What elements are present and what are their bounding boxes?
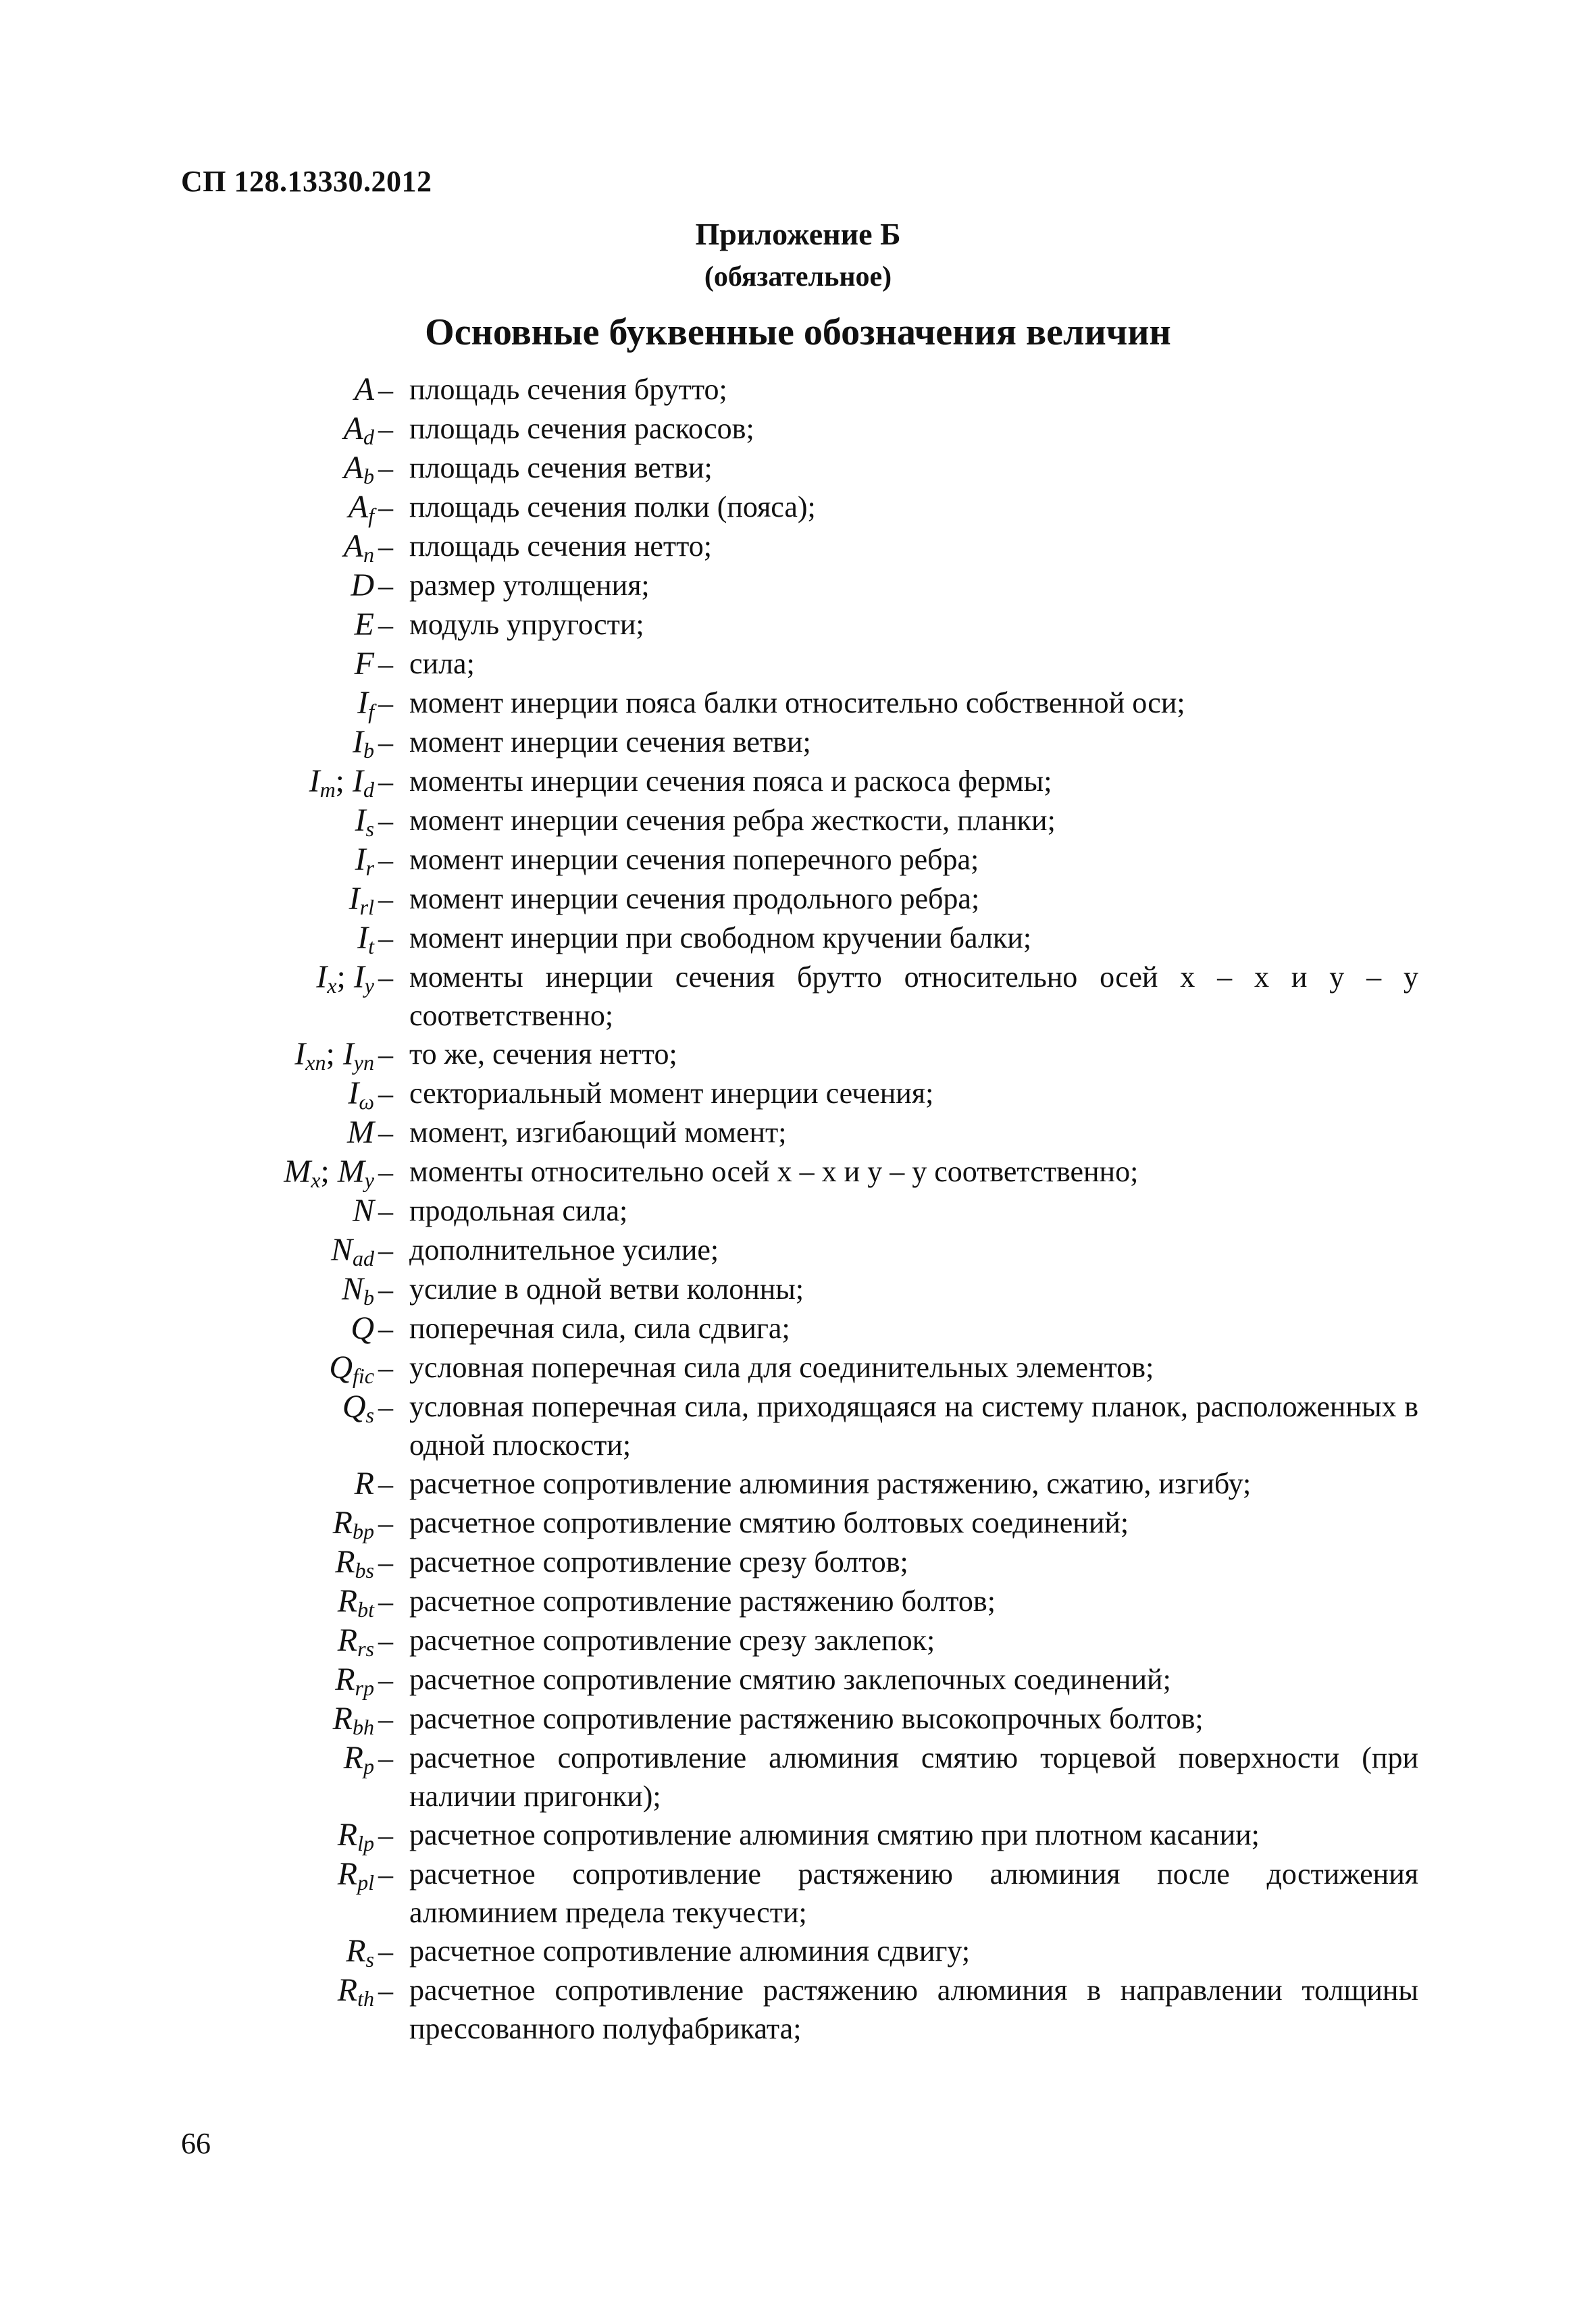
symbol-subscript: b [363,1285,374,1310]
symbol-description: расчетное сопротивление растяжению алюминия после достижения алюминием предела текучести; [409,1857,1418,1929]
symbol-separator: ; [336,959,354,995]
symbol-notation [203,1660,393,1699]
symbol-dash: – [378,1468,393,1501]
symbol-base: M [337,1154,365,1189]
symbol-row [203,370,1418,409]
symbol-subscript: d [363,777,374,802]
symbol-subscript: pl [357,1870,374,1895]
symbol-notation [203,644,393,684]
symbol-row [203,488,1418,527]
symbol-notation [203,1699,393,1739]
symbol-subscript: s [365,1403,374,1427]
symbol-dash: – [378,726,393,759]
symbol-notation [203,1739,393,1778]
symbol-notation [203,1113,393,1152]
symbol-row [203,1855,1418,1932]
symbol-subscript: t [368,934,374,958]
symbol-notation [203,1309,393,1348]
symbol-description: моменты инерции сечения пояса и раскоса фермы; [409,765,1052,798]
symbol-base: I [353,763,363,799]
symbol-description: момент инерции сечения ребра жесткости, планки; [409,804,1056,837]
symbol-notation [203,1387,393,1426]
symbol-notation [203,1270,393,1309]
symbol-base: I [342,1036,354,1072]
symbol-subscript: ad [353,1246,374,1270]
symbol-subscript: x [311,1168,321,1192]
symbol-notation [203,1582,393,1621]
symbol-dash: – [378,1858,393,1891]
symbol-description: момент, изгибающий момент; [409,1116,787,1149]
symbol-base: R [346,1933,366,1969]
symbol-description: продольная сила; [409,1194,628,1227]
symbol-base: I [353,959,365,995]
symbol-notation [203,1855,393,1894]
symbol-base: R [337,1856,358,1892]
symbol-subscript: bt [357,1597,374,1622]
symbol-description: расчетное сопротивление растяжению высокопрочных болтов; [409,1702,1204,1735]
symbol-notation [203,1932,393,1971]
symbol-base: A [343,450,363,486]
symbol-notation [203,448,393,488]
symbol-description: условная поперечная сила для соединительных элементов; [409,1351,1154,1384]
symbol-row [203,1739,1418,1816]
symbol-row [203,801,1418,840]
symbol-subscript: bh [353,1715,374,1739]
symbol-base: R [337,1622,358,1658]
symbol-subscript: x [327,973,337,998]
symbol-dash: – [378,609,393,642]
symbol-notation [203,801,393,840]
symbol-row [203,1113,1418,1152]
symbol-subscript: fic [353,1364,374,1388]
symbol-row [203,684,1418,723]
symbol-base: R [343,1740,363,1776]
symbol-dash: – [378,1507,393,1540]
symbol-base: D [351,567,374,603]
symbol-row [203,409,1418,448]
symbol-subscript: m [319,777,336,802]
symbol-base: Q [351,1310,374,1346]
symbol-row [203,958,1418,1035]
symbol-description: модуль упругости; [409,608,644,641]
symbol-subscript: y [364,973,374,998]
symbol-subscript: n [363,542,374,567]
symbol-description: моменты инерции сечения брутто относительно осей x – x и y – y соответственно; [409,960,1418,1032]
symbol-row [203,840,1418,879]
symbol-dash: – [378,1546,393,1579]
symbol-row [203,448,1418,488]
symbol-notation [203,762,393,801]
symbol-description: момент инерции пояса балки относительно собственной оси; [409,686,1185,719]
symbol-subscript: th [357,1986,374,2011]
symbol-dash: – [378,844,393,877]
symbol-dash: – [378,648,393,681]
page-number: 66 [181,2127,211,2160]
symbol-description: площадь сечения ветви; [409,451,713,484]
symbol-description: моменты относительно осей x – x и y – y соответственно; [409,1155,1139,1188]
symbol-subscript: f [368,699,374,723]
symbol-dash: – [378,922,393,955]
symbol-notation [203,566,393,605]
symbol-dash: – [378,1077,393,1110]
symbol-notation [203,879,393,919]
symbol-base: M [347,1114,374,1150]
symbol-base: N [352,1193,374,1229]
symbol-row [203,644,1418,684]
symbol-subscript: r [365,856,374,880]
symbol-subscript: d [363,425,374,449]
symbol-separator: ; [326,1036,343,1072]
symbol-notation [203,840,393,879]
symbol-notation [203,1621,393,1660]
symbol-row [203,1660,1418,1699]
symbol-row [203,1191,1418,1231]
symbol-base: I [294,1036,306,1072]
symbol-base: R [337,1583,358,1619]
symbol-description: расчетное сопротивление растяжению алюминия в направлении толщины прессованного полуфабриката; [409,1974,1418,2045]
symbol-dash: – [378,452,393,485]
symbol-description: то же, сечения нетто; [409,1037,677,1071]
symbol-base: R [354,1466,374,1501]
symbol-dash: – [378,1935,393,1968]
symbol-notation [203,919,393,958]
symbol-notation [203,409,393,448]
symbol-subscript: f [368,503,374,528]
symbol-base: I [353,724,363,760]
symbol-base: R [332,1701,353,1737]
annex-title: Приложение Б [695,217,901,251]
symbol-description: момент инерции сечения продольного ребра; [409,882,980,915]
symbol-row [203,1152,1418,1191]
symbol-notation [203,370,393,409]
symbol-dash: – [378,1234,393,1267]
symbol-base: Q [329,1349,353,1385]
symbol-base: I [309,763,320,799]
symbol-base: I [349,881,360,917]
symbol-base: N [330,1232,353,1268]
symbol-dash: – [378,1195,393,1228]
symbol-base: R [337,1817,358,1853]
symbol-notation [203,1464,393,1503]
symbol-description: расчетное сопротивление срезу заклепок; [409,1624,935,1657]
symbol-subscript: lp [357,1831,374,1855]
symbol-base: I [316,959,328,995]
symbol-dash: – [378,491,393,524]
symbol-row [203,1231,1418,1270]
symbol-dash: – [378,687,393,720]
symbol-row [203,1503,1418,1543]
symbol-description: площадь сечения нетто; [409,530,713,563]
symbol-base: N [341,1271,363,1307]
symbol-notation [203,488,393,527]
symbol-dash: – [378,765,393,798]
symbol-base: I [357,685,369,721]
symbol-subscript: y [364,1168,374,1192]
symbol-row [203,1816,1418,1855]
symbol-row [203,1543,1418,1582]
symbol-base: A [343,528,363,564]
symbol-description: секториальный момент инерции сечения; [409,1077,934,1110]
symbol-row [203,879,1418,919]
symbol-subscript: p [363,1754,374,1778]
symbol-subscript: s [365,1947,374,1972]
symbol-dash: – [378,1312,393,1345]
symbol-notation [203,527,393,566]
symbol-subscript: bp [353,1519,374,1543]
symbol-dash: – [378,804,393,838]
symbol-base: F [354,646,374,682]
symbol-dash: – [378,1273,393,1306]
symbol-row [203,527,1418,566]
symbol-base: A [343,411,363,446]
symbol-description: поперечная сила, сила сдвига; [409,1312,790,1345]
symbol-subscript: rl [359,895,374,919]
symbol-row [203,1582,1418,1621]
symbol-dash: – [378,1819,393,1852]
symbol-subscript: rp [355,1676,374,1700]
symbol-base: R [337,1972,358,2008]
symbol-description: усилие в одной ветви колонны; [409,1272,804,1306]
symbol-row [203,1074,1418,1113]
symbol-row [203,1464,1418,1503]
symbol-dash: – [378,1116,393,1150]
symbol-description: момент инерции при свободном кручении балки; [409,921,1032,954]
symbol-subscript: bs [355,1558,374,1583]
symbol-subscript: b [363,464,374,488]
symbol-notation [203,1074,393,1113]
symbol-row [203,919,1418,958]
symbol-dash: – [378,1624,393,1657]
symbol-row [203,566,1418,605]
symbol-base: I [355,842,366,877]
symbol-base: R [335,1544,355,1580]
symbol-row [203,762,1418,801]
symbol-dash: – [378,1038,393,1071]
symbol-row [203,1348,1418,1387]
symbol-notation [203,958,393,997]
symbol-description: размер утолщения; [409,569,650,602]
symbol-description: площадь сечения брутто; [409,373,727,406]
symbol-row [203,1270,1418,1309]
main-title: Основные буквенные обозначения величин [425,311,1171,353]
symbol-base: R [332,1505,353,1541]
symbol-dash: – [378,1585,393,1618]
symbol-subscript: xn [305,1050,326,1075]
symbol-dash: – [378,1664,393,1697]
symbol-description: условная поперечная сила, приходящаяся на систему планок, расположенных в одной плоскости; [409,1390,1418,1462]
symbol-notation [203,1191,393,1231]
symbol-description: расчетное сопротивление алюминия сдвигу; [409,1934,971,1968]
symbol-notation [203,1348,393,1387]
symbol-base: I [357,920,369,956]
symbol-notation [203,605,393,644]
symbol-description: расчетное сопротивление алюминия смятию при плотном касании; [409,1818,1260,1851]
symbol-base: M [284,1154,311,1189]
symbol-dash: – [378,1974,393,2007]
symbol-subscript: ω [359,1089,374,1114]
symbol-notation [203,1035,393,1074]
symbol-description: расчетное сопротивление растяжению болтов; [409,1585,996,1618]
symbol-base: Q [342,1389,366,1424]
symbol-row [203,605,1418,644]
symbol-base: I [348,1075,359,1111]
symbol-description: площадь сечения полки (пояса); [409,490,816,523]
symbol-description: расчетное сопротивление срезу болтов; [409,1545,908,1578]
symbol-row [203,1035,1418,1074]
symbol-dash: – [378,1156,393,1189]
symbol-separator: ; [320,1154,338,1189]
symbol-notation [203,1152,393,1191]
symbol-row [203,1309,1418,1348]
symbol-base: A [354,371,374,407]
symbol-dash: – [378,1352,393,1385]
symbol-row [203,1387,1418,1464]
annex-status: (обязательное) [704,261,892,292]
symbol-base: A [348,489,369,525]
symbol-description: сила; [409,647,475,680]
symbol-dash: – [378,883,393,916]
symbol-dash: – [378,530,393,563]
symbol-base: I [355,802,366,838]
symbol-notation [203,1816,393,1855]
symbol-dash: – [378,1391,393,1424]
symbol-notation [203,1503,393,1543]
symbol-base: R [335,1662,355,1697]
symbol-description: расчетное сопротивление смятию заклепочных соединений; [409,1663,1171,1696]
symbol-description: момент инерции сечения поперечного ребра; [409,843,979,876]
symbol-separator: ; [335,763,353,799]
symbol-row [203,1932,1418,1971]
symbol-row [203,1971,1418,2048]
doc-code: СП 128.13330.2012 [181,165,432,198]
symbol-row [203,1621,1418,1660]
symbol-subscript: yn [353,1050,374,1075]
symbol-description: расчетное сопротивление смятию болтовых соединений; [409,1506,1129,1539]
symbol-description: расчетное сопротивление алюминия смятию торцевой поверхности (при наличии пригонки); [409,1741,1418,1813]
symbol-notation [203,1971,393,2010]
symbol-description: дополнительное усилие; [409,1233,719,1266]
symbol-notation [203,1543,393,1582]
symbol-dash: – [378,961,393,994]
symbol-description: расчетное сопротивление алюминия растяжению, сжатию, изгибу; [409,1467,1252,1500]
symbol-notation [203,1231,393,1270]
symbol-dash: – [378,1742,393,1775]
symbol-row [203,1699,1418,1739]
symbol-notation [203,723,393,762]
symbol-subscript: s [365,817,374,841]
symbol-dash: – [378,1703,393,1736]
symbol-row [203,723,1418,762]
symbol-subscript: b [363,738,374,763]
symbol-dash: – [378,569,393,602]
symbols-list [203,370,1418,2048]
symbol-description: площадь сечения раскосов; [409,412,754,445]
symbol-description: момент инерции сечения ветви; [409,725,811,759]
symbol-subscript: rs [357,1637,374,1661]
symbol-dash: – [378,413,393,446]
symbol-base: E [354,607,374,642]
symbol-notation [203,684,393,723]
symbol-dash: – [378,374,393,407]
